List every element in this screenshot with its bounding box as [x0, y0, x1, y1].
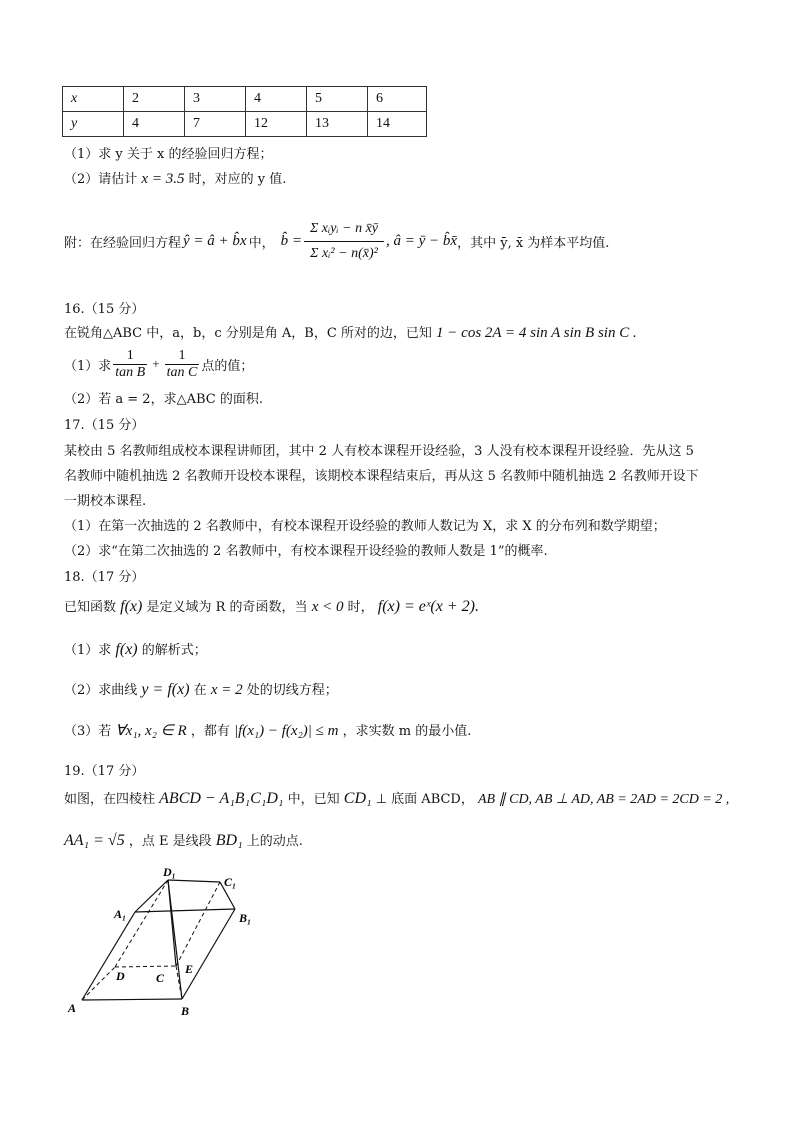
fraction-numerator: 1: [165, 348, 200, 365]
table-header-x: x: [63, 87, 124, 112]
label-a1: A₁: [114, 907, 127, 921]
q18-stem: [64, 596, 479, 616]
label-d1: D₁: [163, 865, 176, 879]
q18-fx: f(x): [120, 598, 143, 615]
q19-line1: [64, 788, 729, 808]
appendix-suffix: ，其中 ȳ, x̄ 为样本平均值.: [457, 235, 610, 251]
q18-part2-suffix: 处的切线方程；: [246, 683, 338, 698]
b-hat-fraction: [304, 219, 384, 264]
q17-line1: 某校由 5 名教师组成校本课程讲师团，其中 2 人有校本课程开设经验，3 人没有校本课程开设经验．先从这 5: [64, 444, 694, 459]
table-cell: 5: [307, 87, 368, 112]
q17-line2: 名教师中随机抽选 2 名教师开设校本课程，该期校本课程结束后，再从这 5 名教师中随机抽选 2 名教师开设下: [64, 469, 699, 484]
label-a: A: [68, 1001, 77, 1015]
a-hat-formula: , â = ȳ − b̂x̄: [386, 232, 458, 249]
q18-curve: y = f(x): [141, 681, 190, 698]
q17-part2: （2）求“在第二次抽选的 2 名教师中，有校本课程开设经验的教师人数是 1”的概率.: [64, 544, 548, 559]
label-d: D: [116, 969, 125, 983]
regression-equation: ŷ = â + b̂x: [183, 232, 247, 249]
hidden-edge-dd1: [115, 880, 168, 967]
q18-part3-prefix: （3）若: [64, 724, 112, 739]
segment-cd1: [168, 880, 176, 966]
perpendicular-symbol: ⊥: [375, 791, 388, 806]
q18-inequality: |f(x₁) − f(x₂)| ≤ m: [233, 723, 339, 739]
table-cell: 6: [368, 87, 427, 112]
q17-header: 17.（15 分）: [64, 418, 145, 433]
q16-part1: [64, 344, 253, 384]
hidden-edge-dc: [115, 966, 176, 967]
fraction-1-over-tanB: [113, 348, 147, 381]
q16-stem: [64, 322, 637, 342]
table-row-x: [63, 87, 427, 112]
fraction-denominator: tan C: [166, 364, 198, 380]
q15-part1: （1）求 y 关于 x 的经验回归方程；: [64, 147, 273, 162]
q18-stem-mid: 是定义域为 R 的奇函数，当: [146, 600, 308, 615]
q19-bd1: BD₁: [215, 832, 243, 849]
edge-ab: [82, 999, 182, 1000]
q16-stem-equation: 1 − cos 2A = 4 sin A sin B sin C .: [436, 325, 637, 341]
table-cell: 12: [246, 112, 307, 137]
hidden-edge-cc1: [176, 882, 220, 966]
fraction-numerator: 1: [113, 348, 147, 365]
q18-header: 18.（17 分）: [64, 570, 145, 585]
q18-fx: f(x): [115, 641, 138, 658]
q18-part1-prefix: （1）求: [64, 643, 112, 658]
table-cell: 13: [307, 112, 368, 137]
q16-part1-prefix: （1）求: [64, 358, 112, 374]
q18-part3-mid: ，都有: [190, 724, 230, 739]
q18-quantifier: ∀x₁, x₂ ∈ R: [115, 723, 187, 739]
fraction-1-over-tanC: [165, 348, 200, 381]
edge-bb1: [182, 909, 235, 999]
q18-part3-suffix: ，求实数 m 的最小值.: [342, 724, 472, 739]
plus-sign: +: [152, 356, 160, 371]
label-b: B: [181, 1004, 190, 1018]
q19-line1-mid: 中，已知: [287, 792, 340, 807]
appendix-prefix: 附：在经验回归方程: [64, 235, 182, 251]
q18-condition: x < 0: [311, 599, 344, 615]
q19-line2-mid: ，点 E 是线段: [128, 834, 212, 849]
prism-figure: [60, 862, 270, 1022]
label-c1: C₁: [224, 875, 237, 889]
q18-part1-suffix: 的解析式；: [141, 643, 207, 658]
table-cell: 7: [185, 112, 246, 137]
label-b1: B₁: [239, 911, 252, 925]
table-cell: 3: [185, 87, 246, 112]
q17-line3: 一期校本课程.: [64, 494, 147, 509]
q18-stem-mid2: 时，: [347, 600, 374, 615]
q18-part2-prefix: （2）求曲线: [64, 683, 138, 698]
edge-aa1: [82, 912, 135, 1000]
q19-line2-suffix: 上的动点.: [246, 834, 303, 849]
table-row-y: [63, 112, 427, 137]
q19-line2: [64, 830, 303, 850]
q18-part1: [64, 639, 207, 659]
q18-part2-mid: 在: [193, 683, 207, 698]
q19-header: 19.（17 分）: [64, 764, 145, 779]
q15-part2-math: x = 3.5: [141, 171, 185, 187]
table-cell: 2: [124, 87, 185, 112]
b-hat-label: b̂ =: [280, 232, 302, 249]
q19-prism: ABCD − A₁B₁C₁D₁: [159, 790, 284, 807]
appendix-mid: 中，: [248, 235, 275, 251]
edge-d1c1: [168, 880, 220, 882]
q19-cd1: CD₁: [343, 790, 372, 807]
fraction-denominator: tan B: [115, 364, 146, 380]
table-cell: 4: [246, 87, 307, 112]
q18-part2: [64, 679, 338, 699]
q15-appendix: [64, 201, 609, 281]
data-table: [62, 86, 427, 137]
b-hat-denominator: Σ xᵢ² − n(x̄)²: [310, 245, 378, 261]
q18-point: x = 2: [210, 682, 243, 698]
table-cell: 4: [124, 112, 185, 137]
table-cell: 14: [368, 112, 427, 137]
q15-part2-prefix: （2）请估计: [64, 172, 138, 187]
q16-part2: （2）若 a = 2，求△ABC 的面积.: [64, 392, 263, 407]
q15-part2-suffix: 时，对应的 y 值.: [188, 172, 287, 187]
label-e: E: [185, 962, 194, 976]
q19-line1-mid2: 底面 ABCD，: [391, 792, 474, 807]
q17-part1: （1）在第一次抽选的 2 名教师中，有校本课程开设经验的教师人数记为 X，求 X 的分布列和数学期望；: [64, 519, 666, 534]
q15-part2: [64, 168, 286, 188]
label-c: C: [156, 971, 165, 985]
q19-conditions: AB ∥ CD, AB ⊥ AD, AB = 2AD = 2CD = 2 ,: [478, 792, 730, 807]
q19-aa1: AA₁ = √5: [64, 832, 125, 849]
q18-equation: f(x) = eˣ(x + 2).: [377, 598, 479, 615]
q16-stem-text: 在锐角△ABC 中，a，b，c 分别是角 A，B，C 所对的边，已知: [64, 326, 432, 341]
q18-part3: [64, 720, 471, 740]
q16-part1-suffix: 点的值；: [201, 358, 254, 374]
q18-stem-prefix: 已知函数: [64, 600, 117, 615]
table-header-y: y: [63, 112, 124, 137]
b-hat-numerator: Σ xᵢyᵢ − n x̄ȳ: [304, 219, 384, 242]
q16-header: 16.（15 分）: [64, 302, 145, 317]
q19-line1-prefix: 如图，在四棱柱: [64, 792, 156, 807]
